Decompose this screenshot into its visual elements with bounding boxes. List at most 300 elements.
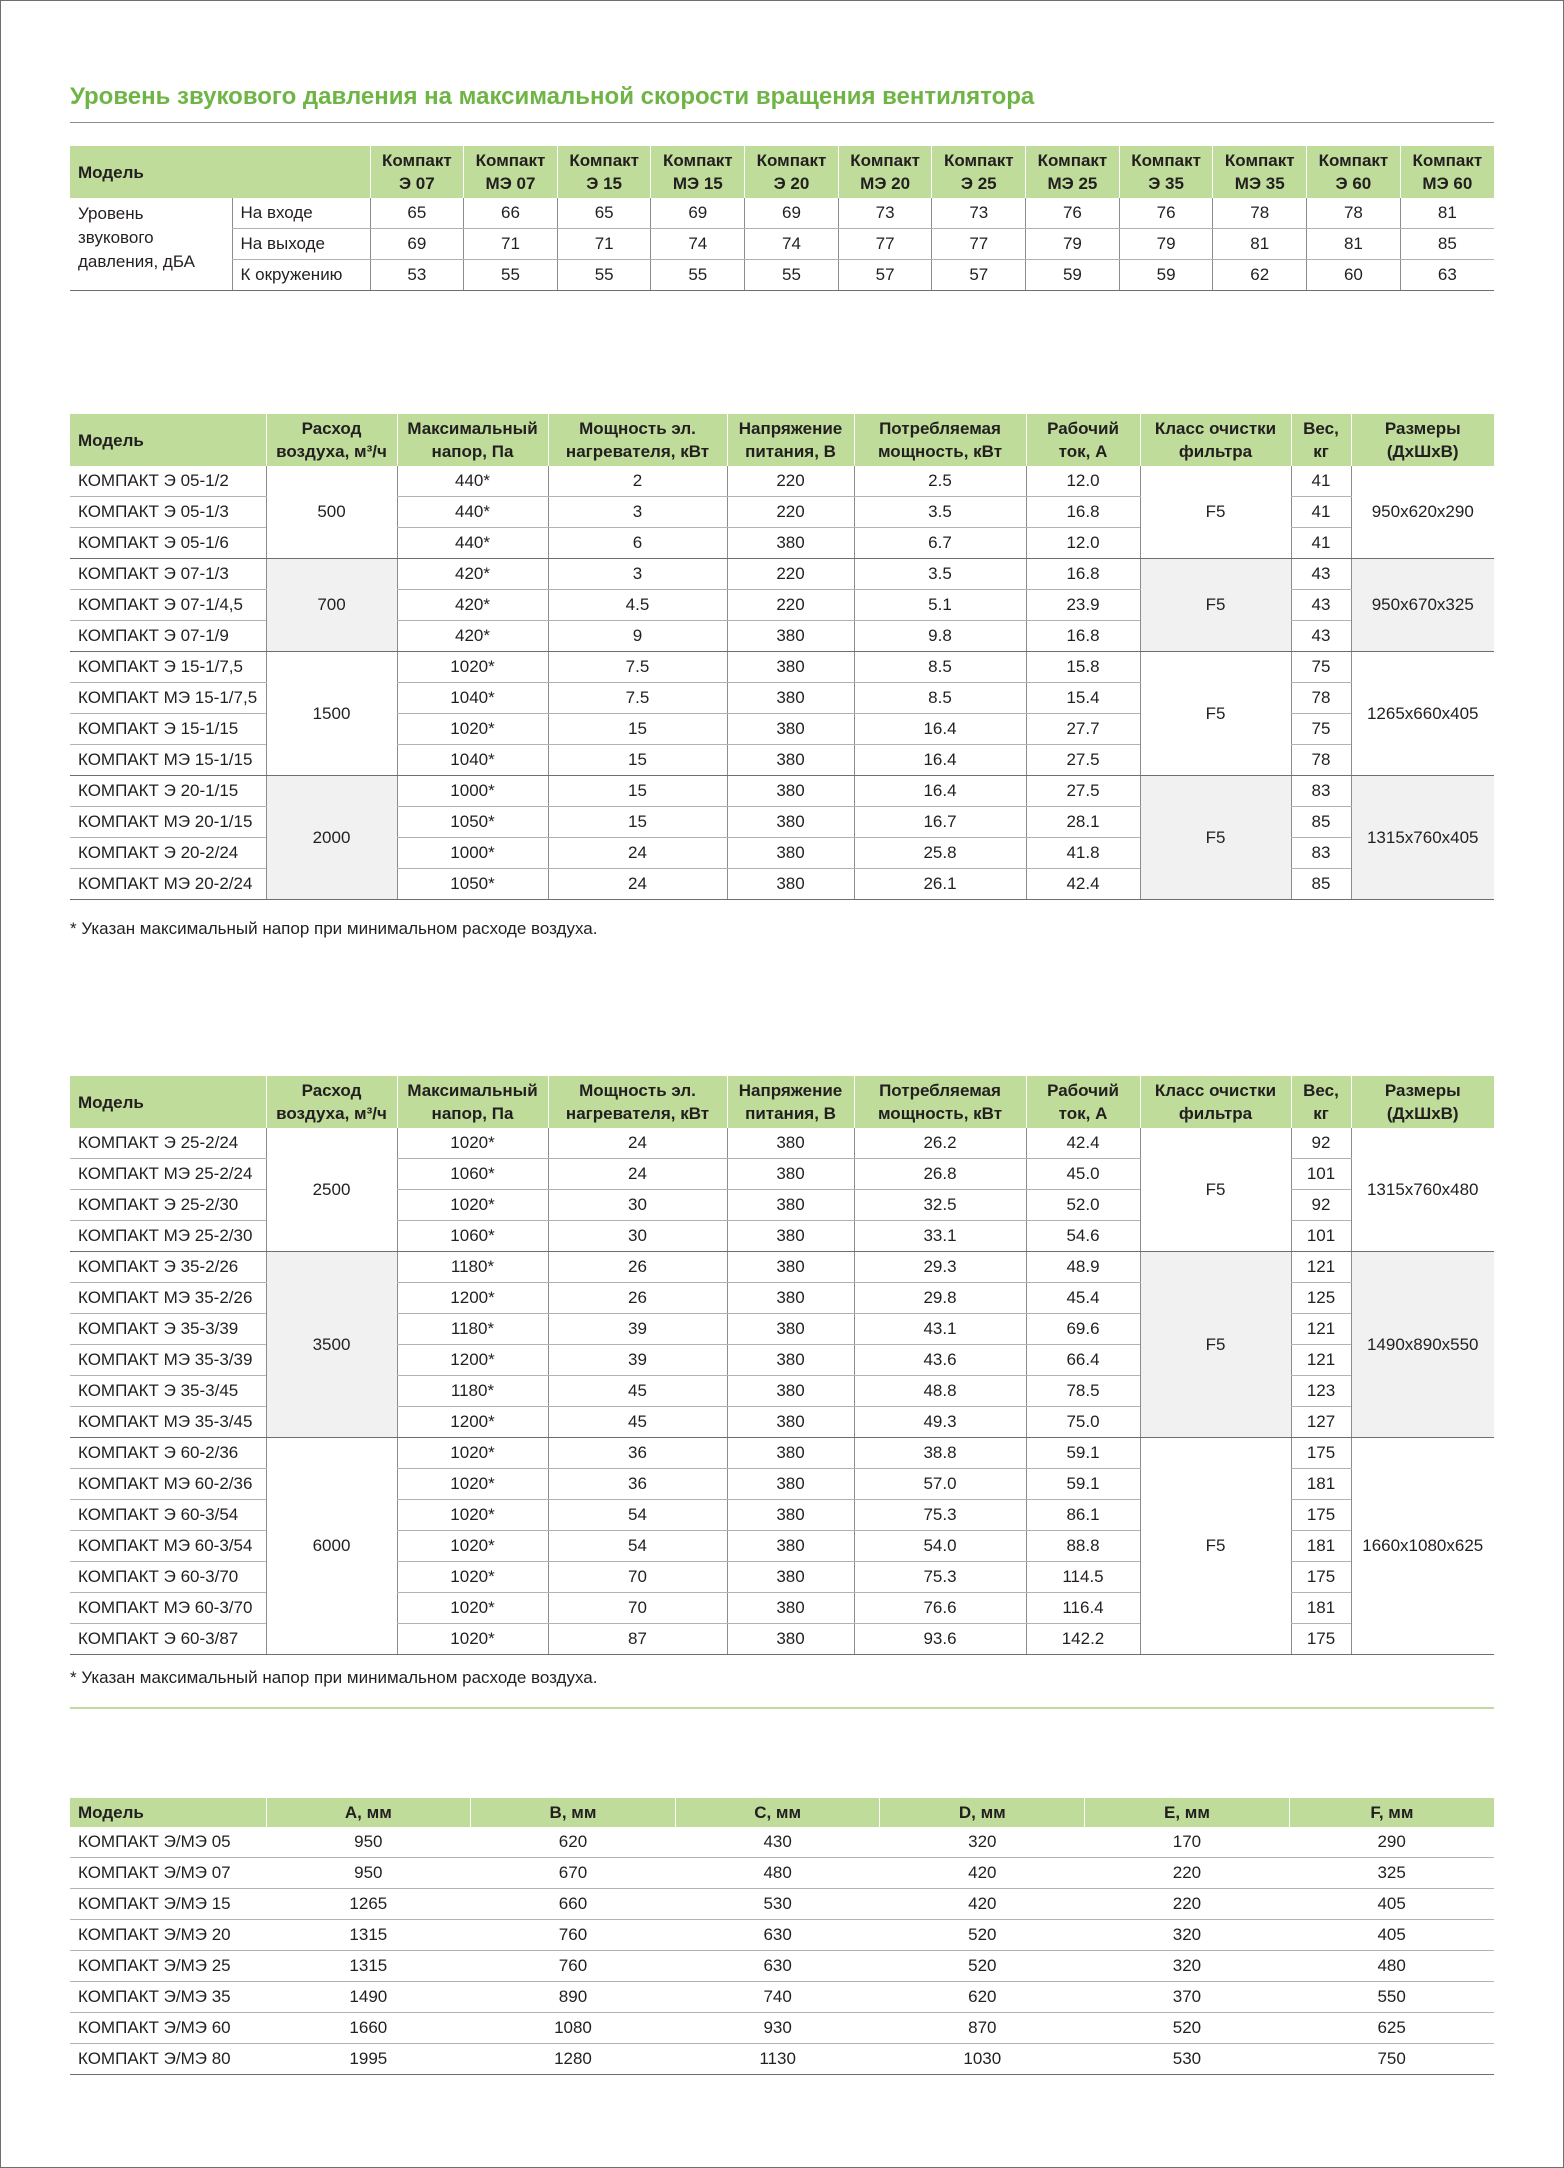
header-line: нагревателя, кВт [565,442,710,461]
spec-pressure: 1200* [397,1345,548,1376]
dims-value: 520 [1085,2013,1290,2044]
header-line: Размеры [1384,1081,1461,1100]
dims-value: 670 [471,1858,676,1889]
dims-model: КОМПАКТ Э/МЭ 35 [70,1982,266,2013]
spec-power: 57.0 [854,1469,1026,1500]
spec-current: 16.8 [1026,559,1140,590]
spec-heater: 39 [548,1314,727,1345]
dims-header-1: A, мм [266,1798,471,1827]
dims-header-3: C, мм [675,1798,880,1827]
spec-power: 43.6 [854,1345,1026,1376]
spec-pressure: 420* [397,590,548,621]
sound-value: 81 [1307,229,1401,260]
sound-value: 60 [1307,260,1401,291]
dims-value: 530 [675,1889,880,1920]
sound-value: 59 [1026,260,1120,291]
header-line: Компакт [662,151,733,170]
dims-value: 870 [880,2013,1085,2044]
spec-voltage: 220 [727,497,854,528]
spec-row [70,776,1494,807]
spec-current: 78.5 [1026,1376,1140,1407]
header-line: Компакт [1037,151,1108,170]
header-line: МЭ 20 [860,174,911,193]
spec-voltage: 380 [727,621,854,652]
spec-power: 93.6 [854,1624,1026,1655]
sound-value: 66 [464,198,558,229]
header-line: кг [1313,1104,1329,1123]
specs-table-1 [70,414,1494,900]
spec-power: 38.8 [854,1438,1026,1469]
spec-voltage: 380 [727,1624,854,1655]
spec-current: 41.8 [1026,838,1140,869]
spec-power: 8.5 [854,652,1026,683]
spec-voltage: 380 [727,1283,854,1314]
header-line: Рабочий [1047,419,1119,438]
dims-row [70,1827,1494,1858]
spec-heater: 15 [548,714,727,745]
spec-current: 27.5 [1026,776,1140,807]
header-line: Э 20 [773,174,810,193]
spec-power: 3.5 [854,559,1026,590]
spec-row [70,466,1494,497]
dims-header-4: D, мм [880,1798,1085,1827]
spec-power: 5.1 [854,590,1026,621]
spec-heater: 24 [548,869,727,900]
sound-value: 78 [1213,198,1307,229]
spec-heater: 3 [548,497,727,528]
spec-heater: 54 [548,1531,727,1562]
spec-voltage: 380 [727,1314,854,1345]
sound-value: 55 [745,260,839,291]
header-weight [1291,414,1351,466]
spec-size: 950x620x290 [1351,466,1494,559]
header-line: МЭ 60 [1422,174,1473,193]
header-heater [548,1076,727,1128]
spec-size: 1265x660x405 [1351,652,1494,776]
spec-voltage: 380 [727,1190,854,1221]
spec-power: 3.5 [854,497,1026,528]
header-line: Компакт [382,151,452,170]
header-line: воздуха, м³/ч [276,1104,387,1123]
spec-power: 32.5 [854,1190,1026,1221]
spec-current: 23.9 [1026,590,1140,621]
sound-value: 76 [1119,198,1213,229]
header-model-1 [464,146,558,198]
spec-weight: 43 [1291,590,1351,621]
sound-row [70,198,1494,229]
sound-value: 78 [1307,198,1401,229]
sound-value: 59 [1119,260,1213,291]
spec-model: КОМПАКТ Э 05-1/3 [70,497,266,528]
spec-size: 1315x760x480 [1351,1128,1494,1252]
spec-filter: F5 [1140,1438,1291,1655]
sound-value: 65 [370,198,464,229]
spec-weight: 101 [1291,1221,1351,1252]
header-line: Э 15 [586,174,623,193]
spec-current: 27.7 [1026,714,1140,745]
dims-header-row [70,1798,1494,1827]
dims-value: 1080 [471,2013,676,2044]
dims-value: 760 [471,1920,676,1951]
spec-heater: 36 [548,1469,727,1500]
spec-pressure: 1040* [397,683,548,714]
spec-pressure: 440* [397,466,548,497]
spec-weight: 41 [1291,497,1351,528]
spec-weight: 43 [1291,559,1351,590]
dims-value: 750 [1289,2044,1494,2075]
spec-row [70,559,1494,590]
section-divider [70,1707,1494,1709]
sound-value: 76 [1026,198,1120,229]
spec-heater: 30 [548,1190,727,1221]
dims-value: 740 [675,1982,880,2013]
spec-weight: 75 [1291,652,1351,683]
spec-size: 1660x1080x625 [1351,1438,1494,1655]
sound-header-row [70,146,1494,198]
spec-heater: 45 [548,1376,727,1407]
spec-weight: 101 [1291,1159,1351,1190]
spec-voltage: 380 [727,1159,854,1190]
spec-filter: F5 [1140,466,1291,559]
dims-value: 520 [880,1951,1085,1982]
dims-value: 950 [266,1858,471,1889]
spec-model: КОМПАКТ МЭ 15-1/15 [70,745,266,776]
sound-row-label: На выходе [232,229,370,260]
spec-airflow: 1500 [266,652,397,776]
header-voltage [727,1076,854,1128]
header-weight [1291,1076,1351,1128]
spec-model: КОМПАКТ Э 35-3/45 [70,1376,266,1407]
spec-pressure: 1020* [397,1438,548,1469]
header-filter [1140,1076,1291,1128]
spec-power: 49.3 [854,1407,1026,1438]
spec-model: КОМПАКТ МЭ 25-2/24 [70,1159,266,1190]
header-model-0 [370,146,464,198]
header-model-7 [1026,146,1120,198]
spec-pressure: 1020* [397,714,548,745]
spec-current: 116.4 [1026,1593,1140,1624]
dims-model: КОМПАКТ Э/МЭ 05 [70,1827,266,1858]
spec-row [70,652,1494,683]
sound-value: 74 [651,229,745,260]
header-model-11 [1400,146,1494,198]
spec-pressure: 1020* [397,1624,548,1655]
header-line: Расход [301,419,362,438]
spec-pressure: 1020* [397,1531,548,1562]
dims-value: 550 [1289,1982,1494,2013]
spec-model: КОМПАКТ Э 07-1/3 [70,559,266,590]
spec-filter: F5 [1140,559,1291,652]
spec-current: 48.9 [1026,1252,1140,1283]
header-line: Рабочий [1047,1081,1119,1100]
dims-value: 530 [1085,2044,1290,2075]
header-line: мощность, кВт [877,1104,1003,1123]
spec-weight: 121 [1291,1252,1351,1283]
spec-weight: 121 [1291,1345,1351,1376]
sound-row [70,260,1494,291]
spec-filter: F5 [1140,776,1291,900]
dims-value: 405 [1289,1920,1494,1951]
spec-current: 45.4 [1026,1283,1140,1314]
spec-current: 27.5 [1026,745,1140,776]
spec-model: КОМПАКТ МЭ 25-2/30 [70,1221,266,1252]
header-line: Компакт [1131,151,1201,170]
header-model-3 [651,146,745,198]
spec-voltage: 380 [727,745,854,776]
header-line: напор, Па [431,442,514,461]
header-model: Модель [70,1076,266,1128]
spec-pressure: 1020* [397,1562,548,1593]
dims-value: 890 [471,1982,676,2013]
dims-model: КОМПАКТ Э/МЭ 25 [70,1951,266,1982]
spec-current: 69.6 [1026,1314,1140,1345]
sound-value: 62 [1213,260,1307,291]
spec-heater: 30 [548,1221,727,1252]
header-line: МЭ 07 [485,174,536,193]
header-line: фильтра [1178,1104,1253,1123]
spec-model: КОМПАКТ Э 20-1/15 [70,776,266,807]
sound-pressure-table [70,146,1494,291]
spec-model: КОМПАКТ Э 35-2/26 [70,1252,266,1283]
header-model-10 [1307,146,1401,198]
dims-value: 520 [880,1920,1085,1951]
spec-voltage: 380 [727,652,854,683]
spec-heater: 26 [548,1252,727,1283]
dims-row [70,2013,1494,2044]
spec-weight: 127 [1291,1407,1351,1438]
spec-model: КОМПАКТ МЭ 15-1/7,5 [70,683,266,714]
spec-voltage: 220 [727,590,854,621]
sound-value: 85 [1400,229,1494,260]
spec-weight: 43 [1291,621,1351,652]
spec-weight: 41 [1291,466,1351,497]
header-line: нагревателя, кВт [565,1104,710,1123]
header-line: Класс очистки [1154,1081,1277,1100]
dims-value: 1315 [266,1920,471,1951]
header-line: Расход [301,1081,362,1100]
spec-model: КОМПАКТ Э 15-1/7,5 [70,652,266,683]
spec-heater: 24 [548,1159,727,1190]
spec-current: 42.4 [1026,869,1140,900]
sound-value: 73 [932,198,1026,229]
spec-weight: 92 [1291,1128,1351,1159]
sound-value: 57 [838,260,932,291]
header-line: МЭ 25 [1047,174,1098,193]
spec-power: 29.8 [854,1283,1026,1314]
header-line: питания, В [745,442,836,461]
spec-airflow: 3500 [266,1252,397,1438]
spec-pressure: 1020* [397,1593,548,1624]
dims-value: 620 [471,1827,676,1858]
spec-pressure: 1020* [397,1469,548,1500]
spec-model: КОМПАКТ МЭ 20-2/24 [70,869,266,900]
spec-current: 42.4 [1026,1128,1140,1159]
spec-row [70,1252,1494,1283]
header-line: напор, Па [431,1104,514,1123]
header-line: Э 35 [1148,174,1184,193]
spec-current: 28.1 [1026,807,1140,838]
spec-voltage: 380 [727,528,854,559]
header-model-5 [838,146,932,198]
dims-value: 220 [1085,1858,1290,1889]
spec-weight: 85 [1291,807,1351,838]
spec-heater: 2 [548,466,727,497]
spec-row [70,1438,1494,1469]
spec-heater: 7.5 [548,683,727,714]
spec-current: 54.6 [1026,1221,1140,1252]
spec-current: 16.8 [1026,497,1140,528]
specs-header-row [70,1076,1494,1128]
sound-value: 55 [464,260,558,291]
header-line: воздуха, м³/ч [276,442,387,461]
spec-voltage: 220 [727,559,854,590]
dims-value: 950 [266,1827,471,1858]
spec-heater: 9 [548,621,727,652]
spec-model: КОМПАКТ Э 20-2/24 [70,838,266,869]
header-model-4 [745,146,839,198]
spec-weight: 175 [1291,1438,1351,1469]
dims-value: 930 [675,2013,880,2044]
sound-value: 65 [557,198,651,229]
dims-value: 1995 [266,2044,471,2075]
spec-filter: F5 [1140,1252,1291,1438]
spec-power: 26.2 [854,1128,1026,1159]
spec-pressure: 1060* [397,1221,548,1252]
header-line: ток, А [1058,1104,1108,1123]
spec-power: 43.1 [854,1314,1026,1345]
spec-size: 950x670x325 [1351,559,1494,652]
header-line: Компакт [1224,151,1295,170]
spec-model: КОМПАКТ МЭ 60-2/36 [70,1469,266,1500]
spec-pressure: 1020* [397,652,548,683]
spec-row [70,1128,1494,1159]
spec-heater: 6 [548,528,727,559]
specs2-footnote: * Указан максимальный напор при минимальном расходе воздуха. [70,1668,598,1687]
spec-voltage: 380 [727,1376,854,1407]
header-model-2 [557,146,651,198]
header-airflow [266,1076,397,1128]
sound-row [70,229,1494,260]
spec-voltage: 380 [727,869,854,900]
header-size [1351,414,1494,466]
spec-voltage: 380 [727,683,854,714]
spec-heater: 7.5 [548,652,727,683]
spec-pressure: 1180* [397,1376,548,1407]
header-size [1351,1076,1494,1128]
spec-power: 16.4 [854,745,1026,776]
spec-model: КОМПАКТ Э 05-1/2 [70,466,266,497]
spec-power: 48.8 [854,1376,1026,1407]
dims-header-0: Модель [70,1798,266,1827]
dims-value: 630 [675,1951,880,1982]
dims-value: 625 [1289,2013,1494,2044]
spec-current: 15.8 [1026,652,1140,683]
sound-value: 53 [370,260,464,291]
dims-model: КОМПАКТ Э/МЭ 20 [70,1920,266,1951]
spec-airflow: 500 [266,466,397,559]
spec-model: КОМПАКТ Э 60-2/36 [70,1438,266,1469]
header-line: Компакт [1412,151,1483,170]
spec-pressure: 1050* [397,869,548,900]
header-line: питания, В [745,1104,836,1123]
spec-heater: 39 [548,1345,727,1376]
header-line: (ДхШхВ) [1386,1104,1459,1123]
spec-pressure: 1000* [397,776,548,807]
dims-value: 1130 [675,2044,880,2075]
dims-value: 630 [675,1920,880,1951]
spec-weight: 123 [1291,1376,1351,1407]
spec-current: 66.4 [1026,1345,1140,1376]
spec-power: 54.0 [854,1531,1026,1562]
header-line: Компакт [569,151,639,170]
sound-value: 57 [932,260,1026,291]
spec-model: КОМПАКТ Э 15-1/15 [70,714,266,745]
spec-weight: 181 [1291,1469,1351,1500]
spec-pressure: 1200* [397,1283,548,1314]
specs-table-2 [70,1076,1494,1655]
header-line: Компакт [943,151,1014,170]
spec-voltage: 380 [727,776,854,807]
spec-power: 16.4 [854,714,1026,745]
spec-voltage: 380 [727,1128,854,1159]
spec-model: КОМПАКТ МЭ 60-3/70 [70,1593,266,1624]
dims-value: 480 [675,1858,880,1889]
spec-current: 12.0 [1026,466,1140,497]
spec-power: 75.3 [854,1562,1026,1593]
spec-model: КОМПАКТ МЭ 35-3/39 [70,1345,266,1376]
spec-filter: F5 [1140,1128,1291,1252]
spec-power: 26.8 [854,1159,1026,1190]
header-line: Компакт [756,151,827,170]
header-line: МЭ 35 [1234,174,1285,193]
dims-row [70,2044,1494,2075]
sound-pressure-title: Уровень звукового давления на максимальной скорости вращения вентилятора [70,83,1494,123]
spec-size: 1490x890x550 [1351,1252,1494,1438]
header-line: Э 60 [1335,174,1372,193]
spec-weight: 121 [1291,1314,1351,1345]
group-label-line: давления, дБА [78,252,195,271]
header-power [854,1076,1026,1128]
spec-power: 2.5 [854,466,1026,497]
header-line: Напряжение [738,419,843,438]
dims-row [70,1889,1494,1920]
dims-value: 170 [1085,1827,1290,1858]
spec-current: 142.2 [1026,1624,1140,1655]
dims-value: 220 [1085,1889,1290,1920]
dims-model: КОМПАКТ Э/МЭ 15 [70,1889,266,1920]
spec-pressure: 1020* [397,1190,548,1221]
spec-power: 76.6 [854,1593,1026,1624]
spec-heater: 15 [548,776,727,807]
header-pressure [397,414,548,466]
spec-weight: 181 [1291,1593,1351,1624]
sound-value: 79 [1026,229,1120,260]
spec-model: КОМПАКТ Э 60-3/70 [70,1562,266,1593]
spec-size: 1315x760x405 [1351,776,1494,900]
spec-current: 16.8 [1026,621,1140,652]
spec-voltage: 380 [727,1221,854,1252]
dims-value: 370 [1085,1982,1290,2013]
spec-heater: 70 [548,1562,727,1593]
spec-weight: 83 [1291,776,1351,807]
spec-filter: F5 [1140,652,1291,776]
spec-current: 75.0 [1026,1407,1140,1438]
dims-value: 420 [880,1858,1085,1889]
spec-pressure: 1060* [397,1159,548,1190]
header-line: Компакт [1318,151,1389,170]
spec-airflow: 2500 [266,1128,397,1252]
spec-voltage: 380 [727,1252,854,1283]
